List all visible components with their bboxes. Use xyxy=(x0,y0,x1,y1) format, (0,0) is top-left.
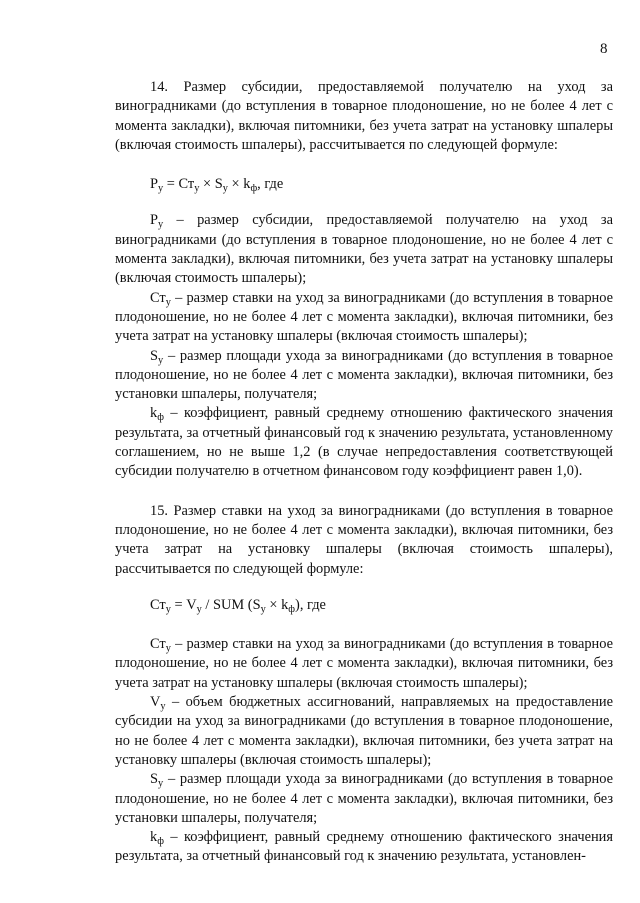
symbol-ct: $Ст_у$ xyxy=(178,176,200,195)
definition-k: $k_ф$ – коэффициент, равный среднему отношению фактического значения результата, за отчетный финансовый год к значению результата, установленному соглашением, но не выше 1,2 (в случае непредоставления соответствующей субсидии получателю в отчетном финансовом году коэффициент равен 1,0). xyxy=(115,405,613,480)
formula-rate: $Ст_у = V_у$ / SUM $(S_у \times k_ф)$, где xyxy=(150,596,326,615)
definition-ct-2: $Ст_у$ – размер ставки на уход за виноградниками (до вступления в товарное плодоношение, но не более 4 лет с момента закладки), включая питомники, без учета затрат на установку шпалеры (включая стоимость шпалеры); xyxy=(115,636,613,691)
definition-s-2: $S_у$ – размер площади ухода за виноградниками (до вступления в товарное плодоношение, но не более 4 лет с момента закладки), включая питомники, без установки шпалеры, получателя; xyxy=(115,771,613,826)
formula-subsidy: $P_у = Ст_у \times S_у \times k_ф$, где xyxy=(150,176,284,195)
symbol-p: $P_у$ xyxy=(150,176,164,195)
definition-s: $S_у$ – размер площади ухода за виноградниками (до вступления в товарное плодоношение, но не более 4 лет с момента закладки), включая питомники, без установки шпалеры, получателя; xyxy=(115,347,613,403)
symbol-k: $k_ф$ xyxy=(243,176,258,195)
definition-v: $V_у$ – объем бюджетных ассигнований, направляемых на предоставление субсидии на уход за виноградниками (до вступления в товарное плодоношение, но не более 4 лет с момента закладки), включая питомники, без учета затрат на установку шпалеры (включая стоимость шпалеры); xyxy=(115,694,613,768)
page-number: 8 xyxy=(600,41,608,57)
section-14-intro: 14. Размер субсидии, предоставляемой получателю на уход за виноградниками (до вступления в товарное плодоношение, но не более 4 лет с момента закладки), включая питомники, без учета затрат на установку шпалеры (включая стоимость шпалеры), рассчитывается по следующей формуле: xyxy=(115,79,613,153)
section-15-intro: 15. Размер ставки на уход за виноградниками (до вступления в товарное плодоношение, но не более 4 лет с момента закладки), включая питомники, без учета затрат на установку шпалеры (включая стоимость шпалеры), рассчитывается по следующей формуле: xyxy=(115,502,613,577)
definition-ct: $Ст_у$ – размер ставки на уход за виноградниками (до вступления в товарное плодоношение, но не более 4 лет с момента закладки), включая питомники, без учета затрат на установку шпалеры (включая стоимость шпалеры); xyxy=(115,289,613,345)
definition-k-2: $k_ф$ – коэффициент, равный среднему отношению фактического значения результата, за отчетный финансовый год к значению результата, установлен- xyxy=(115,829,613,865)
document-body xyxy=(115,78,613,867)
definition-p: $P_у$ – размер субсидии, предоставляемой получателю на уход за виноградниками (до вступления в товарное плодоношение, но не более 4 лет с момента закладки), включая питомники, без учета затрат на установку шпалеры (включая стоимость шпалеры); xyxy=(115,212,613,287)
symbol-s: $S_у$ xyxy=(214,176,228,195)
